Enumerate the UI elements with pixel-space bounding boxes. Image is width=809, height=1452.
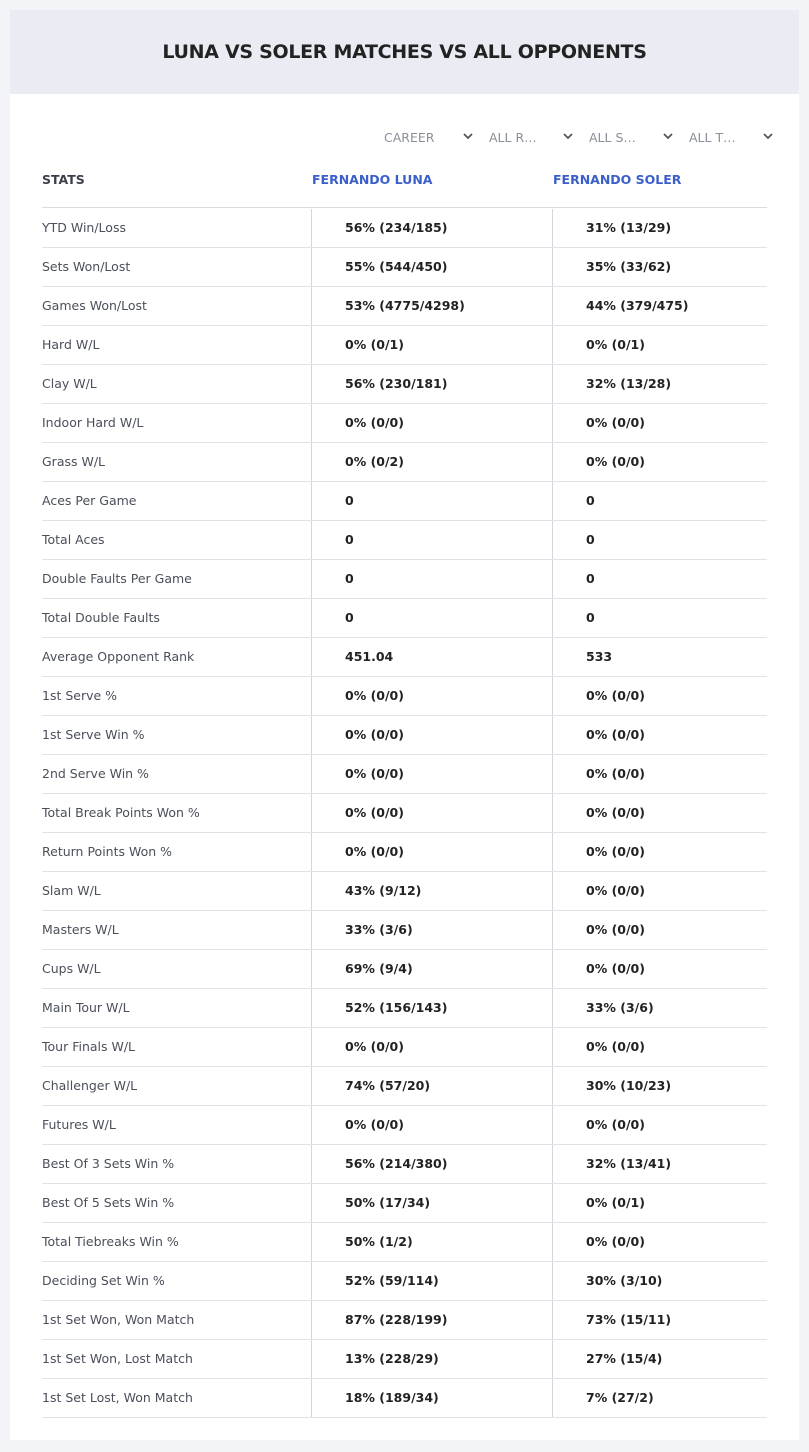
player2-value: 0% (0/0) — [552, 716, 767, 754]
player2-value: 0 — [552, 521, 767, 559]
stat-label: 2nd Serve Win % — [42, 766, 149, 781]
stat-label: Deciding Set Win % — [42, 1273, 165, 1288]
stat-label: 1st Set Won, Won Match — [42, 1312, 195, 1327]
player1-value: 18% (189/34) — [311, 1379, 552, 1417]
column-header-stats: STATS — [42, 172, 85, 187]
table-row — [42, 794, 767, 833]
player1-value: 56% (214/380) — [311, 1145, 552, 1183]
player2-value: 0% (0/0) — [552, 794, 767, 832]
stat-label: Games Won/Lost — [42, 298, 147, 313]
player1-value: 50% (1/2) — [311, 1223, 552, 1261]
stat-label: Grass W/L — [42, 454, 106, 469]
player1-value: 74% (57/20) — [311, 1067, 552, 1105]
stat-label: Average Opponent Rank — [42, 649, 195, 664]
player2-value: 0% (0/0) — [552, 755, 767, 793]
filter-label: ALL S… — [589, 129, 636, 145]
player2-value: 0% (0/0) — [552, 443, 767, 481]
player1-value: 50% (17/34) — [311, 1184, 552, 1222]
table-row — [42, 521, 767, 560]
stat-label: Masters W/L — [42, 922, 119, 937]
table-row — [42, 950, 767, 989]
stat-label: Total Aces — [42, 532, 105, 547]
player1-value: 53% (4775/4298) — [311, 287, 552, 325]
stat-label: Clay W/L — [42, 376, 97, 391]
table-row — [42, 911, 767, 950]
table-row — [42, 1028, 767, 1067]
player2-value: 32% (13/41) — [552, 1145, 767, 1183]
filter-round-select[interactable] — [489, 126, 574, 148]
player2-value: 0% (0/0) — [552, 833, 767, 871]
player2-value: 32% (13/28) — [552, 365, 767, 403]
chevron-down-icon — [762, 130, 774, 142]
table-row — [42, 638, 767, 677]
table-row — [42, 248, 767, 287]
table-row — [42, 1379, 767, 1418]
player1-value: 451.04 — [311, 638, 552, 676]
player2-value: 0% (0/0) — [552, 911, 767, 949]
player1-value: 0 — [311, 560, 552, 598]
chevron-down-icon — [662, 130, 674, 142]
filter-period-select[interactable] — [384, 126, 474, 148]
player1-value: 0% (0/1) — [311, 326, 552, 364]
player2-value: 0 — [552, 482, 767, 520]
filter-label: ALL R… — [489, 129, 537, 145]
player1-value: 52% (59/114) — [311, 1262, 552, 1300]
player2-value: 0% (0/0) — [552, 404, 767, 442]
table-row — [42, 755, 767, 794]
player2-value: 0% (0/0) — [552, 1106, 767, 1144]
table-row — [42, 833, 767, 872]
player1-value: 56% (234/185) — [311, 209, 552, 247]
table-row — [42, 1262, 767, 1301]
stat-label: Tour Finals W/L — [42, 1039, 136, 1054]
table-row — [42, 287, 767, 326]
table-row — [42, 872, 767, 911]
stat-label: YTD Win/Loss — [42, 220, 126, 235]
player2-value: 0% (0/0) — [552, 677, 767, 715]
stat-label: 1st Set Won, Lost Match — [42, 1351, 193, 1366]
player1-value: 0% (0/0) — [311, 404, 552, 442]
player2-value: 0 — [552, 599, 767, 637]
stat-label: Cups W/L — [42, 961, 101, 976]
stat-label: Indoor Hard W/L — [42, 415, 144, 430]
table-row — [42, 1067, 767, 1106]
player2-value: 27% (15/4) — [552, 1340, 767, 1378]
player1-value: 33% (3/6) — [311, 911, 552, 949]
player2-value: 30% (3/10) — [552, 1262, 767, 1300]
filter-label: CAREER — [384, 129, 435, 145]
player1-value: 0 — [311, 482, 552, 520]
player1-value: 56% (230/181) — [311, 365, 552, 403]
chevron-down-icon — [562, 130, 574, 142]
stat-label: Slam W/L — [42, 883, 101, 898]
table-row — [42, 989, 767, 1028]
player1-value: 55% (544/450) — [311, 248, 552, 286]
table-row — [42, 1106, 767, 1145]
table-row — [42, 1340, 767, 1379]
table-row — [42, 443, 767, 482]
player2-value: 533 — [552, 638, 767, 676]
stats-card — [10, 10, 799, 1440]
table-row — [42, 1301, 767, 1340]
player2-value: 0 — [552, 560, 767, 598]
player2-value: 73% (15/11) — [552, 1301, 767, 1339]
table-row — [42, 1184, 767, 1223]
stat-label: 1st Serve % — [42, 688, 118, 703]
table-row — [42, 599, 767, 638]
filter-surface-select[interactable] — [589, 126, 674, 148]
column-header-player2-link[interactable]: FERNANDO SOLER — [553, 172, 682, 187]
stat-label: Best Of 3 Sets Win % — [42, 1156, 175, 1171]
player2-value: 31% (13/29) — [552, 209, 767, 247]
player1-value: 69% (9/4) — [311, 950, 552, 988]
player2-value: 33% (3/6) — [552, 989, 767, 1027]
player2-value: 0% (0/0) — [552, 1028, 767, 1066]
table-header — [42, 170, 767, 208]
filter-label: ALL T… — [689, 129, 736, 145]
player1-value: 0% (0/0) — [311, 755, 552, 793]
stat-label: Futures W/L — [42, 1117, 116, 1132]
stat-label: Total Tiebreaks Win % — [42, 1234, 179, 1249]
player1-value: 0 — [311, 521, 552, 559]
table-row — [42, 365, 767, 404]
stat-label: Double Faults Per Game — [42, 571, 192, 586]
table-row — [42, 677, 767, 716]
stat-label: Challenger W/L — [42, 1078, 138, 1093]
table-row — [42, 482, 767, 521]
player1-value: 13% (228/29) — [311, 1340, 552, 1378]
stat-label: Main Tour W/L — [42, 1000, 130, 1015]
player2-value: 0% (0/0) — [552, 1223, 767, 1261]
player2-value: 44% (379/475) — [552, 287, 767, 325]
player1-value: 0% (0/0) — [311, 677, 552, 715]
stat-label: 1st Serve Win % — [42, 727, 145, 742]
player1-value: 0% (0/0) — [311, 716, 552, 754]
stat-label: 1st Set Lost, Won Match — [42, 1390, 193, 1405]
filter-bar — [384, 126, 769, 148]
player1-value: 87% (228/199) — [311, 1301, 552, 1339]
stat-label: Total Double Faults — [42, 610, 160, 625]
chevron-down-icon — [462, 130, 474, 142]
table-row — [42, 560, 767, 599]
player1-value: 0% (0/0) — [311, 833, 552, 871]
player1-value: 43% (9/12) — [311, 872, 552, 910]
stat-label: Best Of 5 Sets Win % — [42, 1195, 175, 1210]
player2-value: 0% (0/0) — [552, 872, 767, 910]
player1-value: 0% (0/0) — [311, 1028, 552, 1066]
stat-label: Sets Won/Lost — [42, 259, 131, 274]
table-row — [42, 404, 767, 443]
table-row — [42, 1145, 767, 1184]
player2-value: 0% (0/1) — [552, 1184, 767, 1222]
table-row — [42, 716, 767, 755]
stat-label: Return Points Won % — [42, 844, 173, 859]
player2-value: 30% (10/23) — [552, 1067, 767, 1105]
table-row — [42, 209, 767, 248]
player1-value: 0 — [311, 599, 552, 637]
stat-label: Aces Per Game — [42, 493, 137, 508]
player1-value: 0% (0/0) — [311, 1106, 552, 1144]
player1-value: 52% (156/143) — [311, 989, 552, 1027]
player2-value: 35% (33/62) — [552, 248, 767, 286]
player1-value: 0% (0/0) — [311, 794, 552, 832]
card-header — [10, 10, 799, 94]
stat-label: Hard W/L — [42, 337, 100, 352]
player2-value: 0% (0/0) — [552, 950, 767, 988]
page-title: LUNA VS SOLER MATCHES VS ALL OPPONENTS — [162, 41, 647, 63]
table-row — [42, 1223, 767, 1262]
player1-value: 0% (0/2) — [311, 443, 552, 481]
player2-value: 7% (27/2) — [552, 1379, 767, 1417]
player2-value: 0% (0/1) — [552, 326, 767, 364]
column-header-player1-link[interactable]: FERNANDO LUNA — [312, 172, 433, 187]
stat-label: Total Break Points Won % — [42, 805, 200, 820]
table-row — [42, 326, 767, 365]
stats-table-body — [42, 209, 767, 1418]
filter-tournament-select[interactable] — [689, 126, 774, 148]
